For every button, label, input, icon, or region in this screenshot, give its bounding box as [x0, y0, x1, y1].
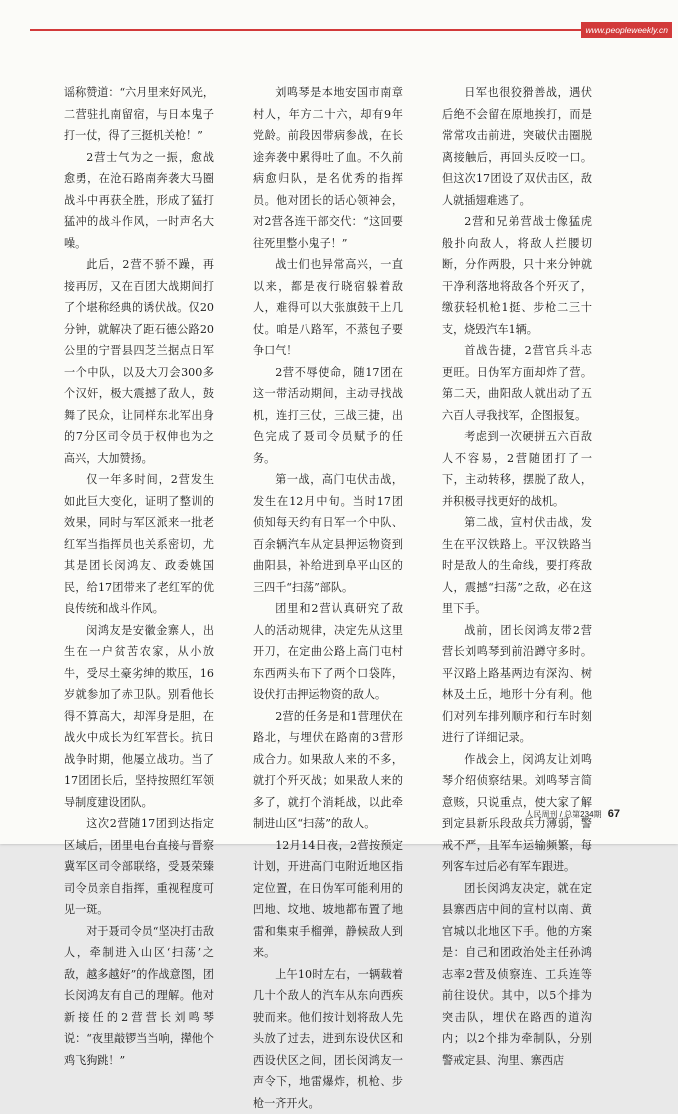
paragraph: 对于聂司令员“坚决打击敌人，牵制进入山区‘扫荡’之敌，越多越好”的作战意图，团长闵鸿友有自己的理解。他对新接任的2营营长刘鸣琴说：“夜里敲锣当当响，撵他个鸡飞狗跳！”: [64, 921, 214, 1072]
paragraph: 2营不辱使命，随17团在这一带活动期间，主动寻找战机，连打三仗，三战三捷，出色完成了聂司令员赋予的任务。: [253, 362, 403, 470]
text-column-1: [64, 82, 214, 782]
header-url: www.peopleweekly.cn: [581, 22, 672, 38]
paragraph: 日军也很狡猾善战，遇伏后绝不会留在原地挨打，而是常常攻击前进，突破伏击圈脱离接触后，再回头反咬一口。但这次17团设了双伏击区，敌人就插翅难逃了。: [442, 82, 592, 211]
paragraph: 2营和兄弟营战士像猛虎般扑向敌人，将敌人拦腰切断，分作两股，只十来分钟就干净利落地将敌各个歼灭了，缴获轻机枪1挺、步枪二三十支，烧毁汽车1辆。: [442, 211, 592, 340]
paragraph: 闵鸿友是安徽金寨人，出生在一户贫苦农家，从小放牛，受尽土豪劣绅的欺压，16岁就参加了赤卫队。别看他长得不算高大，却浑身是胆，在战火中成长为红军营长。抗日战争时期，他屡立战功。当了17团团长后，坚持按照红军领导制度建设团队。: [64, 620, 214, 814]
paragraph: 上午10时左右，一辆载着几十个敌人的汽车从东向西疾驶而来。他们按计划将敌人先头放了过去，进到东设伏区和西设伏区之间，团长闵鸿友一声令下，地雷爆炸，机枪、步枪一齐开火。: [253, 964, 403, 1114]
paragraph: 第二战，宣村伏击战，发生在平汉铁路上。平汉铁路当时是敌人的生命线，要打疼敌人，震撼“扫荡”之敌，必在这里下手。: [442, 512, 592, 620]
paragraph: 战前，团长闵鸿友带2营营长刘鸣琴到前沿蹲守多时。平汉路上路基两边有深沟、树林及土丘，地形十分有利。他们对列车排列顺序和行车时刻进行了详细记录。: [442, 620, 592, 749]
paragraph: 考虑到一次硬拼五六百敌人不容易，2营随团打了一下，主动转移，摆脱了敌人，并积极寻找更好的战机。: [442, 426, 592, 512]
paragraph: 首战告捷，2营官兵斗志更旺。日伪军方面却炸了营。第二天，曲阳敌人就出动了五六百人寻我找军，企图报复。: [442, 340, 592, 426]
paragraph: 这次2营随17团到达指定区域后，团里电台直接与晋察冀军区司令部联络，受聂荣臻司令员亲自指挥，重视程度可见一斑。: [64, 813, 214, 921]
header-rule: [30, 29, 672, 31]
page-footer: [526, 806, 621, 822]
publication-name: 人民周刊 / 总第234期: [526, 810, 602, 819]
paragraph: 刘鸣琴是本地安国市南章村人，年方二十六，却有9年党龄。前段因带病参战，在长途奔袭中累得吐了血。不久前病愈归队，是名优秀的指挥员。他对团长的话心领神会，对2营各连干部交代：“这回要往死里整小鬼子！”: [253, 82, 403, 254]
paragraph: 仅一年多时间，2营发生如此巨大变化，证明了整训的效果，同时与军区派来一批老红军当指挥员也关系密切，尤其是团长闵鸿友、政委姚国民，给17团带来了老红军的优良传统和战斗作风。: [64, 469, 214, 620]
page-number: 67: [608, 808, 620, 820]
text-column-3: [442, 82, 592, 782]
paragraph: 第一战，高门屯伏击战，发生在12月中旬。当时17团侦知每天约有日军一个中队、百余辆汽车从定县押运物资到曲阳县，补给进到阜平山区的三四千“扫荡”部队。: [253, 469, 403, 598]
paragraph: 谣称赞道：“六月里来好风光，二营驻扎南留宿，与日本鬼子打一仗，得了三挺机关枪！”: [64, 82, 214, 147]
paragraph: 团里和2营认真研究了敌人的活动规律，决定先从这里开刀，在定曲公路上高门屯村东西两头布下了两个口袋阵，设伏打击押运物资的敌人。: [253, 598, 403, 706]
paragraph: 此后，2营不骄不躁，再接再厉，又在百团大战期间打了个堪称经典的诱伏战。仅20分钟，就解决了距石德公路20公里的宁晋县四芝兰据点日军一个中队，以及大刀会300多个汉奸，极大震撼了敌人，鼓舞了民众，让同样东北军出身的7分区司令员于权伸也为之高兴，大加赞扬。: [64, 254, 214, 469]
paragraph: 战士们也异常高兴，一直以来，都是夜行晓宿躲着敌人，难得可以大张旗鼓干上几仗。咱是八路军，不蒸包子要争口气！: [253, 254, 403, 362]
paragraph: 2营士气为之一振，愈战愈勇，在沧石路南奔袭大马圈战斗中再获全胜，形成了猛打猛冲的战斗作风，一时声名大噪。: [64, 147, 214, 255]
paragraph: 团长闵鸿友决定，就在定县寨西店中间的宣村以南、黄官城以北地区下手。他的方案是：自己和团政治处主任孙鸿志率2营及侦察连、工兵连等前往设伏。其中，以5个排为突击队，埋伏在路西的道沟内；以2个排为牵制队，分别警戒定县、泃里、寨西店: [442, 878, 592, 1072]
paragraph: 12月14日夜，2营按预定计划，开进高门屯附近地区指定位置，在日伪军可能利用的凹地、坟地、坡地都布置了地雷和集束手榴弹，静候敌人到来。: [253, 835, 403, 964]
paragraph: 2营的任务是和1营理伏在路北，与埋伏在路南的3营形成合力。如果敌人来的不多，就打个歼灭战；如果敌人来的多了，就打个消耗战，以此牵制进山区“扫荡”的敌人。: [253, 706, 403, 835]
header-bar: [0, 22, 678, 38]
paragraph: 作战会上，闵鸿友让刘鸣琴介绍侦察结果。刘鸣琴言简意赅，只说重点，使大家了解到定县新乐段敌兵力薄弱，警戒不严，且军车运输频繁，每列客车过后必有军车跟进。: [442, 749, 592, 878]
text-column-2: [253, 82, 403, 782]
